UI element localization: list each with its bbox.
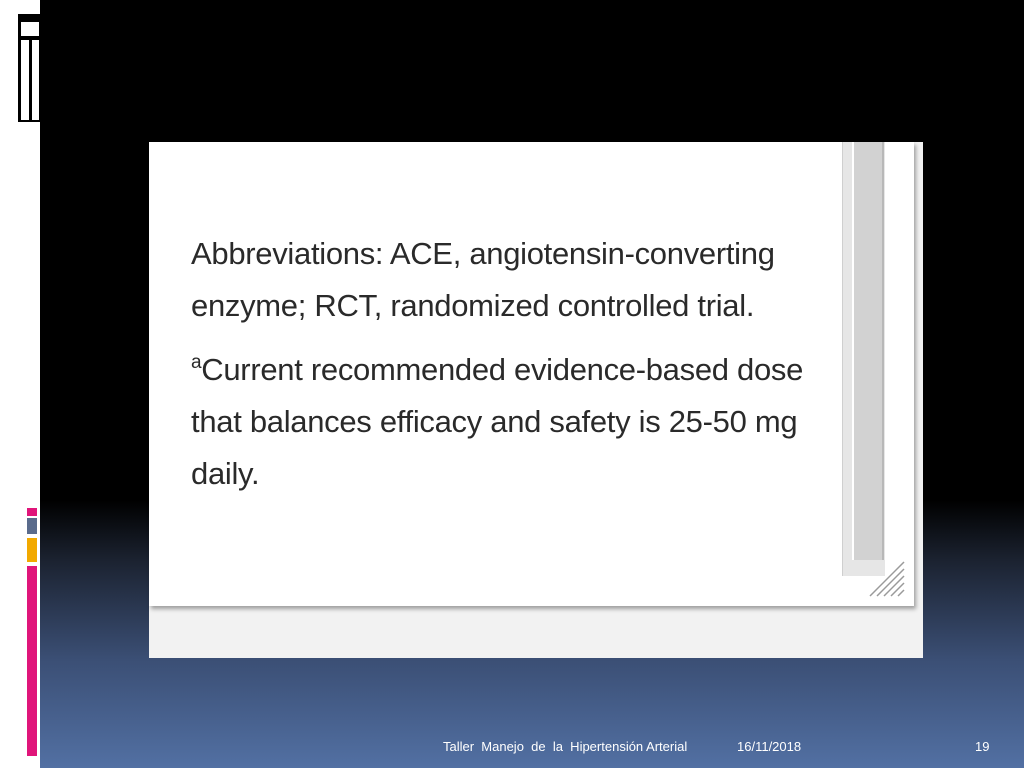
slide-number: 19 <box>975 739 990 754</box>
abbreviations-note: Abbreviations: ACE, angiotensin-converting enzyme; RCT, randomized controlled trial. <box>191 236 775 323</box>
footer-date: 16/11/2018 <box>737 739 802 754</box>
accent-bar-pink-small <box>27 508 37 516</box>
text-card <box>149 142 914 606</box>
window-icon <box>18 14 42 122</box>
accent-bar-gray <box>27 518 37 534</box>
footnote-marker: a <box>191 352 202 373</box>
resize-grip-icon[interactable] <box>864 558 906 598</box>
text-block <box>191 228 831 512</box>
accent-bar-yellow <box>27 538 37 562</box>
accent-bar-pink-long <box>27 566 37 756</box>
footnote <box>191 344 831 500</box>
footer-title: Taller Manejo de la Hipertensión Arterial <box>443 739 688 754</box>
embedded-text-image <box>149 142 923 658</box>
scrollbar-thumb[interactable] <box>852 142 884 560</box>
footnote-text: Current recommended evidence-based dose that balances efficacy and safety is 25-50 mg daily. <box>191 352 804 491</box>
